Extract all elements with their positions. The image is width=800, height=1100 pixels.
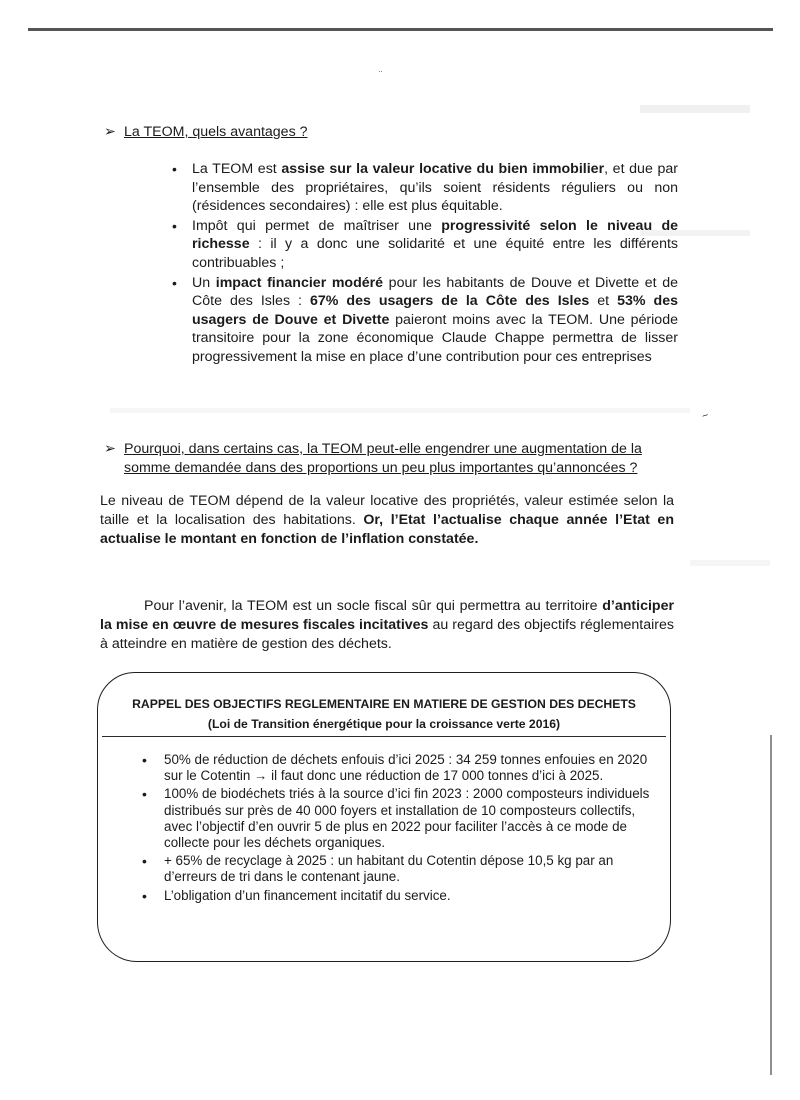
reminder-title: RAPPEL DES OBJECTIFS REGLEMENTAIRE EN MATIERE DE GESTION DES DECHETS (132, 697, 636, 711)
list-item (172, 274, 678, 367)
text-run: , et due par l’ensemble des propriétaires, qu’ils soient résidents réguliers ou non (résidences secondaires) : elle est plus équitable. (192, 161, 678, 215)
text-run: La TEOM est (192, 161, 282, 177)
section-heading-why (104, 440, 684, 478)
reminder-separator (102, 736, 666, 737)
bold-text: 67% des usagers de la Côte des Isles (310, 293, 590, 310)
list-item (172, 160, 678, 216)
text-run: Le niveau de TEOM dépend de la valeur locative des propriétés, valeur estimée selon la taille et la localisation des habitations. (100, 493, 674, 528)
text-run: paieront moins avec la TEOM. Une période transitoire pour la zone économique Claude Chappe permettra de lisser progressivement la mise en place d’une contribution pour ces entreprises (192, 311, 678, 365)
heading-text: La TEOM, quels avantages ? (124, 124, 308, 140)
list-item: • + 65% de recyclage à 2025 : un habitant du Cotentin dépose 10,5 kg par an d’erreurs de tri dans le contenant jaune. (140, 853, 656, 885)
arrow-bullet-icon: ➢ (104, 441, 116, 457)
bold-text: d’anticiper la mise en œuvre de mesures fiscales incitatives (100, 598, 674, 633)
bold-text: 53% des usagers de Douve et Divette (192, 293, 678, 328)
text-run: au regard des objectifs réglementaires à atteindre en matière de gestion des déchets. (100, 617, 674, 652)
scan-speck: ¨ (379, 70, 383, 81)
list-item (172, 217, 678, 273)
text-run: Impôt qui permet de maîtriser une (192, 217, 442, 234)
list-item: • L’obligation d’un financement incitatif du service. (140, 888, 656, 904)
paragraph-avenir (100, 597, 674, 654)
text-run: pour les habitants de Douve et Divette et de Côte des Isles : (192, 274, 679, 310)
arrow-bullet-icon: ➢ (104, 124, 116, 140)
advantages-list (172, 160, 678, 368)
list-item: • 50% de réduction de déchets enfouis d’ici 2025 : 34 259 tonnes enfouies en 2020 sur le Cotentin → il faut donc une réduction de 17 000 tonnes d’ici à 2025. (140, 752, 656, 784)
bold-text: assise sur la valeur locative du bien immobilier (281, 161, 605, 177)
list-item: • 100% de biodéchets triés à la source d’ici fin 2023 : 2000 composteurs individuels distribués sur près de 40 000 foyers et installation de 10 composteurs collectifs, avec l’objectif d’en ouvrir 5 de plus en 2022 pour faciliter l’accès à ce mode de collecte pour les déchets organiques. (140, 786, 656, 851)
heading-text: Pourquoi, dans certains cas, la TEOM peut-elle engendrer une augmentation de la somme demandée dans des proportions un peu plus importantes qu’annoncées ? (124, 441, 642, 476)
objectives-list (140, 752, 656, 906)
section-heading-advantages (104, 123, 664, 142)
text-run: : il y a donc une solidarité et une équité entre les différents contribuables ; (192, 236, 678, 271)
paragraph-avenir-text (100, 598, 674, 652)
handwritten-mark: ~ (699, 409, 711, 423)
text-run: Pour l’avenir, la TEOM est un socle fiscal sûr qui permettra au territoire (144, 598, 603, 614)
bold-text: Or, l’Etat l’actualise chaque année l’Etat en actualise le montant en fonction de l’inflation constatée. (100, 512, 674, 547)
text-run: et (589, 293, 618, 310)
bold-text: progressivité selon le niveau de richesse (192, 217, 678, 253)
bold-text: impact financier modéré (215, 274, 384, 291)
reminder-subtitle: (Loi de Transition énergétique pour la croissance verte 2016) (207, 717, 561, 731)
paragraph-valeur-locative (100, 492, 674, 549)
text-run: Un (192, 274, 216, 291)
